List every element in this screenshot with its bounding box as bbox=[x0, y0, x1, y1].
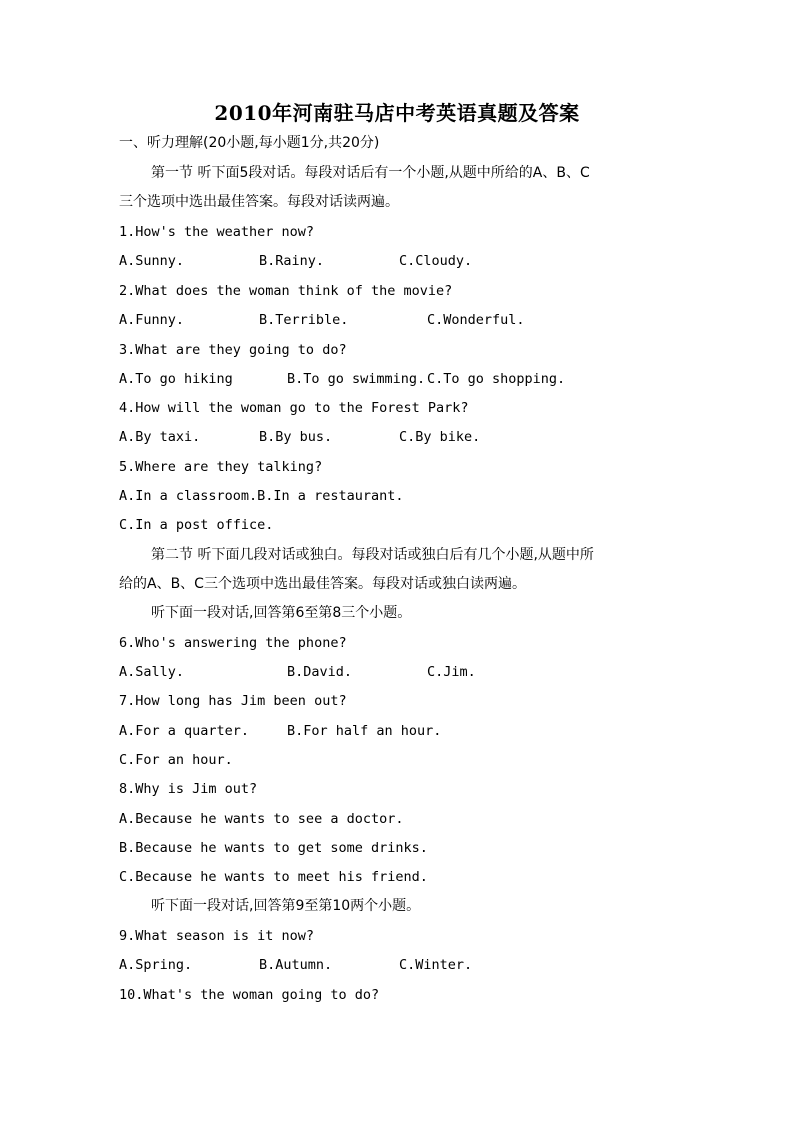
q8-option-b: B.Because he wants to get some drinks. bbox=[119, 840, 428, 856]
part2-instruction-line1: 第二节 听下面几段对话或独白。每段对话或独白后有几个小题,从题中所 bbox=[151, 547, 594, 563]
question-7: 7.How long has Jim been out? bbox=[119, 693, 347, 709]
question-3: 3.What are they going to do? bbox=[119, 342, 347, 358]
q7-option-c: C.For an hour. bbox=[119, 752, 233, 768]
q1-option-c: C.Cloudy. bbox=[399, 253, 473, 269]
q1-option-b: B.Rainy. bbox=[259, 253, 325, 269]
q3-option-a: A.To go hiking bbox=[119, 371, 233, 387]
part1-instruction-line2: 三个选项中选出最佳答案。每段对话读两遍。 bbox=[119, 194, 399, 210]
q9-option-a: A.Spring. bbox=[119, 957, 193, 973]
q6-option-a: A.Sally. bbox=[119, 664, 185, 680]
part2-instruction-line2: 给的A、B、C三个选项中选出最佳答案。每段对话或独白读两遍。 bbox=[119, 576, 526, 592]
q3-option-c: C.To go shopping. bbox=[427, 371, 566, 387]
question-9: 9.What season is it now? bbox=[119, 928, 315, 944]
q7-option-b: B.For half an hour. bbox=[287, 723, 442, 739]
question-5: 5.Where are they talking? bbox=[119, 459, 323, 475]
question-4: 4.How will the woman go to the Forest Park? bbox=[119, 400, 469, 416]
q6-option-b: B.David. bbox=[287, 664, 353, 680]
q9-option-b: B.Autumn. bbox=[259, 957, 333, 973]
question-8: 8.Why is Jim out? bbox=[119, 781, 258, 797]
q4-option-a: A.By taxi. bbox=[119, 429, 201, 445]
section-heading: 一、听力理解(20小题,每小题1分,共20分) bbox=[119, 135, 380, 151]
instruction-q6-q8: 听下面一段对话,回答第6至第8三个小题。 bbox=[151, 605, 412, 621]
q1-option-a: A.Sunny. bbox=[119, 253, 185, 269]
question-1: 1.How's the weather now? bbox=[119, 224, 315, 240]
q5-option-a-b: A.In a classroom.B.In a restaurant. bbox=[119, 488, 404, 504]
q2-option-a: A.Funny. bbox=[119, 312, 185, 328]
q4-option-c: C.By bike. bbox=[399, 429, 481, 445]
instruction-q9-q10: 听下面一段对话,回答第9至第10两个小题。 bbox=[151, 898, 421, 914]
question-2: 2.What does the woman think of the movie? bbox=[119, 283, 453, 299]
q8-option-a: A.Because he wants to see a doctor. bbox=[119, 811, 404, 827]
question-10: 10.What's the woman going to do? bbox=[119, 987, 380, 1003]
q2-option-b: B.Terrible. bbox=[259, 312, 349, 328]
q3-option-b: B.To go swimming. bbox=[287, 371, 426, 387]
q6-option-c: C.Jim. bbox=[427, 664, 476, 680]
q5-option-c: C.In a post office. bbox=[119, 517, 274, 533]
q4-option-b: B.By bus. bbox=[259, 429, 333, 445]
page-title: 2010年河南驻马店中考英语真题及答案 bbox=[214, 101, 580, 125]
q8-option-c: C.Because he wants to meet his friend. bbox=[119, 869, 428, 885]
q9-option-c: C.Winter. bbox=[399, 957, 473, 973]
part1-instruction-line1: 第一节 听下面5段对话。每段对话后有一个小题,从题中所给的A、B、C bbox=[151, 165, 590, 181]
q7-option-a: A.For a quarter. bbox=[119, 723, 250, 739]
q2-option-c: C.Wonderful. bbox=[427, 312, 525, 328]
question-6: 6.Who's answering the phone? bbox=[119, 635, 347, 651]
